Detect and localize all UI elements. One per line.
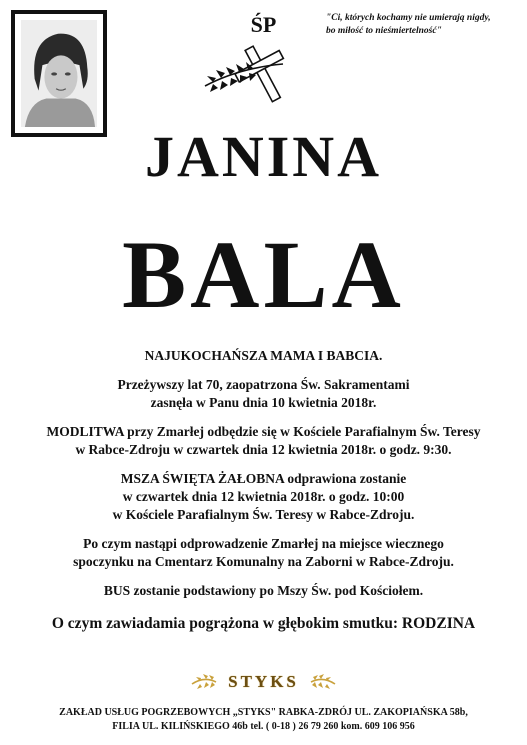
left-laurel-icon	[190, 672, 218, 692]
deceased-last-name: BALA	[122, 221, 405, 328]
logo-text: STYKS	[228, 672, 299, 691]
sp-heading: ŚP	[250, 12, 277, 37]
memorial-quote: "Ci, których kochamy nie umierają nigdy, bo miłość to nieśmiertelność"	[326, 13, 491, 36]
funeral-home-footer: ZAKŁAD USŁUG POGRZEBOWYCH „STYKS" RABKA-ZDRÓJ UL. ZAKOPIAŃSKA 58b, FILIA UL. KILIŃSKIEGO 46b tel. ( 0-18 ) 26 79 260 kom. 609 106 956	[59, 707, 468, 732]
right-laurel-icon	[309, 672, 337, 692]
mass-paragraph: MSZA ŚWIĘTA ŻAŁOBNA odprawiona zostanie w czwartek dnia 12 kwietnia 2018r. o godz. 10:00 w Kościele Parafialnym Św. Teresy w Rabce-Zdroju.	[112, 471, 415, 522]
deceased-first-name: JANINA	[144, 124, 383, 189]
relation-line: NAJUKOCHAŃSZA MAMA I BABCIA.	[144, 348, 383, 363]
burial-paragraph: Po czym nastąpi odprowadzenie Zmarłej na miejsce wiecznego spoczynku na Cmentarz Komunalny na Zaborni w Rabce-Zdroju.	[73, 536, 454, 569]
styks-logo	[0, 672, 527, 698]
cross-with-palm-icon	[199, 42, 311, 106]
family-signature: O czym zawiadamia pogrążona w głębokim smutku: RODZINA	[51, 615, 476, 632]
announcement-body	[0, 347, 527, 644]
prayer-paragraph: MODLITWA przy Zmarłej odbędzie się w Kościele Parafialnym Św. Teresy w Rabce-Zdroju w czwartek dnia 12 kwietnia 2018r. o godz. 9:30.	[46, 424, 481, 457]
bus-paragraph: BUS zostanie podstawiony po Mszy Św. pod Kościołem.	[103, 583, 424, 598]
life-paragraph: Przeżywszy lat 70, zaopatrzona Św. Sakramentami zasnęła w Panu dnia 10 kwietnia 2018r.	[117, 377, 410, 410]
